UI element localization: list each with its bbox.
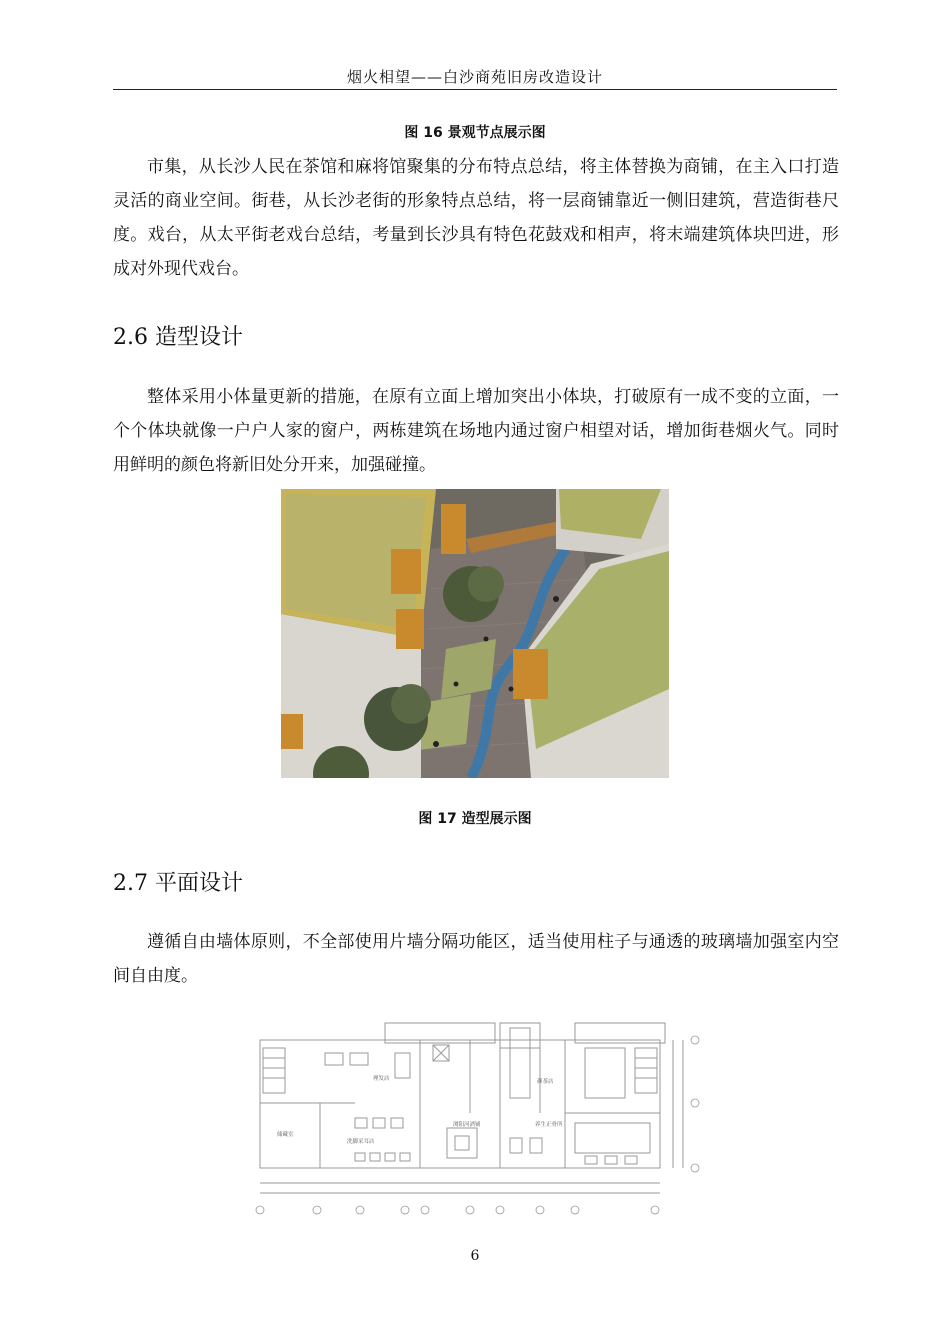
plan-label-barber: 理发店 xyxy=(373,1076,390,1082)
paragraph-market: 市集，从长沙人民在茶馆和麻将馆聚集的分布特点总结，将主体替换为商铺，在主入口打造灵活的商业空间。街巷，从长沙老街的形象特点总结，将一层商铺靠近一侧旧建筑，营造街巷尺度。戏台，从太平街老戏台总结，考量到长沙具有特色花鼓戏和相声，将末端建筑体块凹进，形成对外现代戏台。 xyxy=(113,157,839,279)
floor-plan-figure xyxy=(255,1018,703,1216)
paragraph-plan: 遵循自由墙体原则，不全部使用片墙分隔功能区，适当使用柱子与通透的玻璃墙加强室内空间自由度。 xyxy=(113,932,839,986)
figure-17-caption: 图 17 造型展示图 xyxy=(418,811,532,827)
plan-label-wash: 洗脚采耳店 xyxy=(347,1139,375,1145)
plan-label-liquor: 浏阳河酒铺 xyxy=(453,1122,481,1128)
section-heading-2-7: 2.7 平面设计 xyxy=(113,871,243,896)
header-rule xyxy=(113,89,837,90)
page-number: 6 xyxy=(470,1248,480,1264)
floor-plan-drawing xyxy=(255,1018,703,1216)
section-heading-2-6: 2.6 造型设计 xyxy=(113,325,243,350)
paragraph-form: 整体采用小体量更新的措施，在原有立面上增加突出小体块，打破原有一成不变的立面，一个个体块就像一户户人家的窗户，两栋建筑在场地内通过窗户相望对话，增加街巷烟火气。同时用鲜明的颜色将新旧处分开来，加强碰撞。 xyxy=(113,387,839,475)
figure-17-render xyxy=(281,489,669,778)
plan-label-storage: 储藏室 xyxy=(277,1132,294,1138)
plan-label-health: 养生正骨所 xyxy=(535,1122,563,1128)
aerial-render-image xyxy=(281,489,669,778)
figure-16-caption: 图 16 景观节点展示图 xyxy=(404,125,546,141)
running-header: 烟火相望——白沙商苑旧房改造设计 xyxy=(346,68,603,86)
plan-label-tea: 颜茶店 xyxy=(537,1079,554,1085)
